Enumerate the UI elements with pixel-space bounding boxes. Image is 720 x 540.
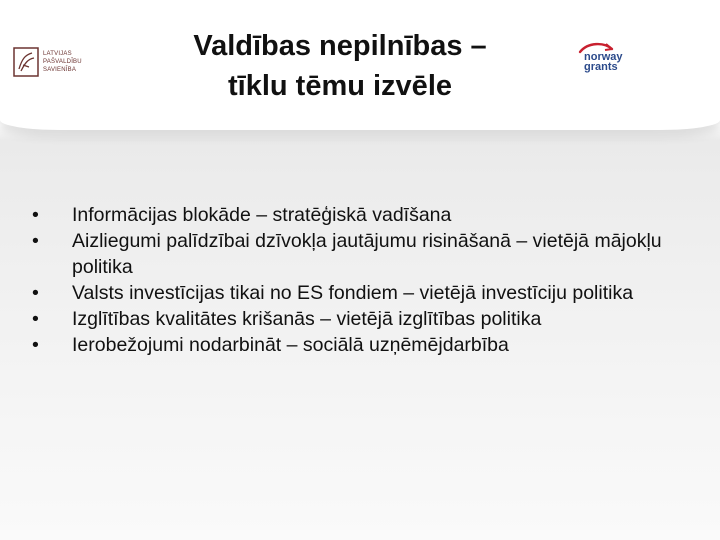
norway-grants-logo bbox=[572, 40, 634, 78]
bullet-dot: • bbox=[32, 308, 39, 330]
list-item-text: Aizliegumi palīdzībai dzīvokļa jautājumu risināšanā – vietējā mājokļu politika bbox=[72, 230, 662, 278]
list-item-text: Ierobežojumi nodarbināt – sociālā uzņēmējdarbība bbox=[72, 334, 509, 356]
bullet-list bbox=[32, 202, 672, 358]
norway-grants-word-2: grants bbox=[584, 61, 618, 73]
bullet-dot: • bbox=[32, 282, 39, 304]
slide-header bbox=[0, 0, 720, 130]
list-item bbox=[32, 228, 672, 280]
lps-logo-line: SAVIENĪBA bbox=[43, 67, 77, 73]
list-item bbox=[32, 332, 672, 358]
list-item-text: Izglītības kvalitātes krišanās – vietējā izglītības politika bbox=[72, 308, 542, 330]
slide-title bbox=[140, 26, 540, 106]
slide-title-line-2: tīklu tēmu izvēle bbox=[227, 70, 452, 102]
bullet-dot: • bbox=[32, 334, 39, 356]
slide-title-line-1: Valdības nepilnības – bbox=[193, 30, 487, 62]
lps-logo-line: LATVIJAS bbox=[43, 51, 72, 57]
list-item-text: Informācijas blokāde – stratēģiskā vadīšana bbox=[72, 204, 452, 226]
bullet-dot: • bbox=[32, 230, 39, 252]
list-item bbox=[32, 306, 672, 332]
list-item bbox=[32, 280, 672, 306]
list-item bbox=[32, 202, 672, 228]
lps-logo-text bbox=[43, 50, 82, 74]
lps-logo-line: PAŠVALDĪBU bbox=[43, 59, 82, 65]
norway-grants-word-1: norway bbox=[584, 51, 623, 63]
list-item-text: Valsts investīcijas tikai no ES fondiem – vietējā investīciju politika bbox=[72, 282, 634, 304]
lps-emblem-icon bbox=[13, 47, 39, 77]
lps-logo bbox=[13, 47, 91, 77]
bullet-dot: • bbox=[32, 204, 39, 226]
